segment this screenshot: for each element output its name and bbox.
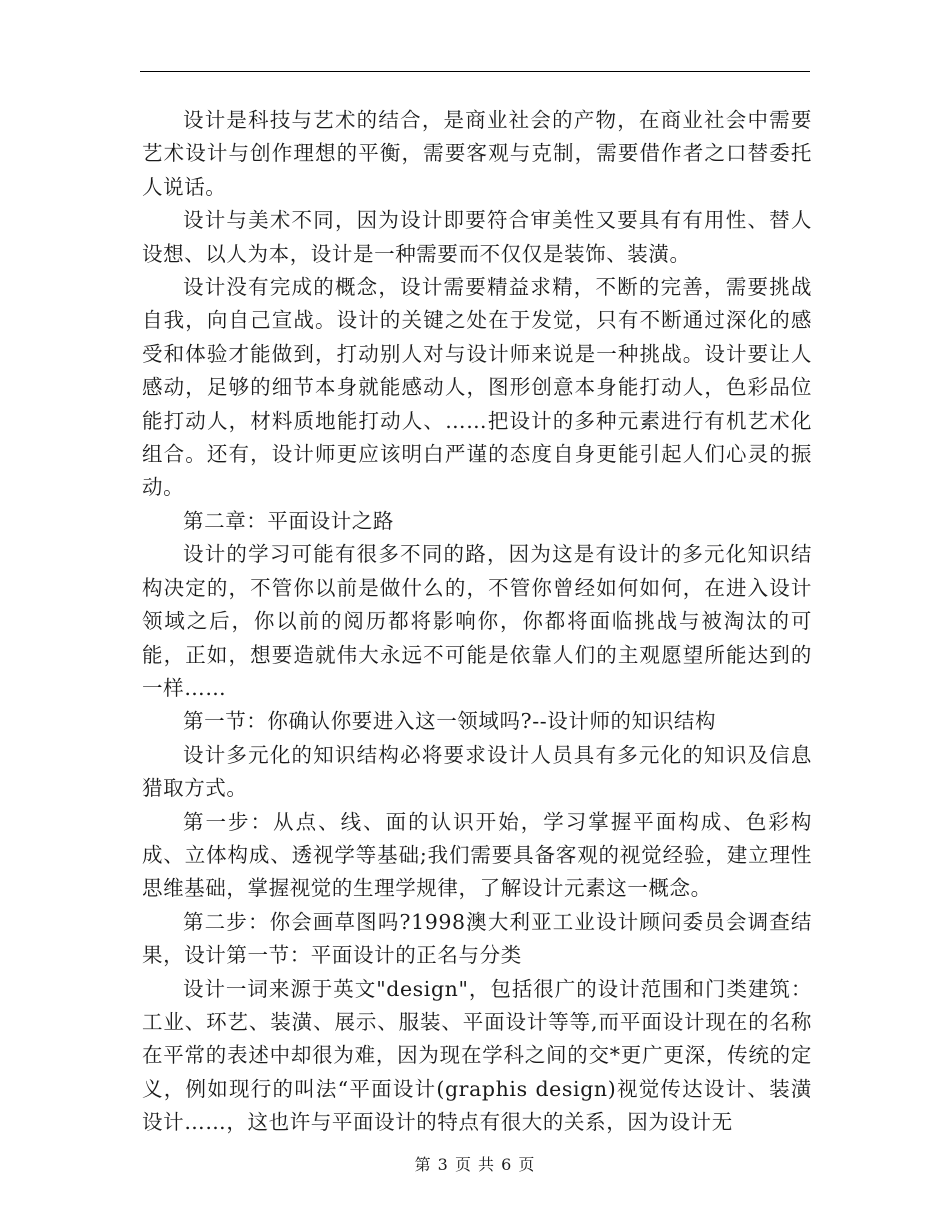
paragraph-design-etymology: 设计一词来源于英文"design"，包括很广的设计范围和门类建筑：工业、环艺、装潢、展示、服装、平面设计等等,而平面设计现在的名称在平常的表述中却很为难，因为现在学科之间的交*更广更深，传统的定义，例如现行的叫法“平面设计(graphis design)视觉传达设计、装潢设计……，这也许与平面设计的特点有很大的关系，因为设计无 [142, 976, 812, 1135]
paragraph-diverse-knowledge: 设计多元化的知识结构必将要求设计人员具有多元化的知识及信息猎取方式。 [142, 742, 812, 801]
paragraph-step-one: 第一步：从点、线、面的认识开始，学习掌握平面构成、色彩构成、立体构成、透视学等基础;我们需要具备客观的视觉经验，建立理性思维基础，掌握视觉的生理学规律，了解设计元素这一概念。 [142, 809, 812, 901]
paragraph-design-vs-art: 设计与美术不同，因为设计即要符合审美性又要具有有用性、替人设想、以人为本，设计是一种需要而不仅仅是装饰、装潢。 [142, 208, 812, 266]
paragraph-step-two: 第二步：你会画草图吗?1998澳大利亚工业设计顾问委员会调查结果，设计第一节：平面设计的正名与分类 [142, 909, 812, 968]
header-rule [140, 71, 810, 72]
page-number-footer: 第 3 页 共 6 页 [414, 1155, 536, 1174]
document-body [142, 104, 812, 1140]
chapter-heading: 第二章：平面设计之路 [183, 508, 394, 533]
paragraph-design-definition: 设计是科技与艺术的结合，是商业社会的产物，在商业社会中需要艺术设计与创作理想的平衡，需要客观与克制，需要借作者之口替委托人说话。 [142, 108, 812, 199]
paragraph-learning-paths: 设计的学习可能有很多不同的路，因为这是有设计的多元化知识结构决定的，不管你以前是做什么的，不管你曾经如何如何，在进入设计领域之后，你以前的阅历都将影响你，你都将面临挑战与被淘汰的可能，正如，想要造就伟大永远不可能是依靠人们的主观愿望所能达到的一样…… [142, 542, 812, 700]
section-heading-knowledge-structure: 第一节：你确认你要进入这一领域吗?--设计师的知识结构 [183, 709, 717, 734]
paragraph-design-never-finished: 设计没有完成的概念，设计需要精益求精，不断的完善，需要挑战自我，向自己宣战。设计的关键之处在于发觉，只有不断通过深化的感受和体验才能做到，打动别人对与设计师来说是一种挑战。设计要让人感动，足够的细节本身就能感动人，图形创意本身能打动人，色彩品位能打动人，材料质地能打动人、……把设计的多种元素进行有机艺术化组合。还有，设计师更应该明白严谨的态度自身更能引起人们心灵的振动。 [142, 275, 812, 500]
